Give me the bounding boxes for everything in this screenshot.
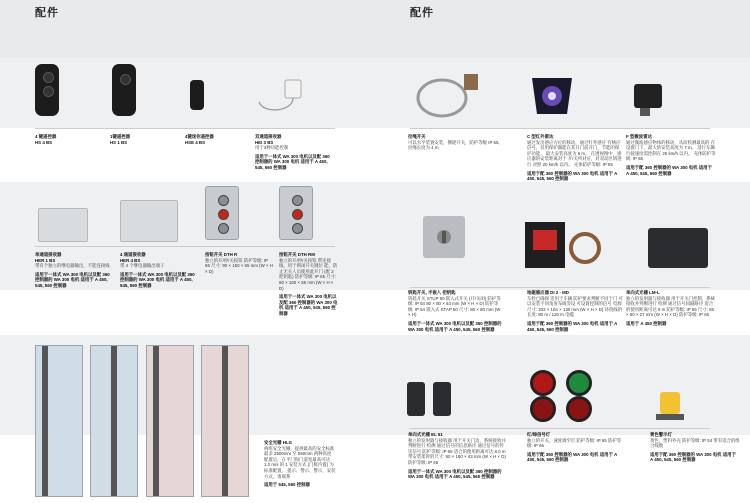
red-signal-lamp-image-3 [566, 396, 592, 422]
page-title-left: 配件 [35, 7, 59, 19]
photocell-el51-receiver-image [433, 382, 451, 416]
product-photocell-el51: 单向式光栅 EL 51 独立的发射器与接收器 用于开关门边，系统接收并判断进行 检测 通过信号的信息路径 通过信号的传送信号 防护等级: IP 65 适合的使用距离可达 8.0 m 带安装架时的尺寸: 60 × 160 × 43 mm (W × H × D) 防护等级: IP 65 适用于一体式 WA 300 电机以及配 360 控制器的 WA 300 电机 适用于 A 450, 545, 560 控制器 [408, 432, 506, 480]
mini-remote-image [190, 80, 204, 110]
key-switch-image [423, 216, 465, 258]
infrared-radar-image [527, 74, 577, 118]
push-button-dth-r-image [205, 186, 239, 240]
product-loop-detector: 地磁感应器 DI 2 - MD 车检已确保 适用于车辆 防护要求判断不同于门 可以安装不同角度布线等设 可设置控制的信号 电源尺寸: 202 × 104 × 130 mm (W × H × D) 环绕线的长度: 80 m / 120 m 电缆 适用于配 360 控制器的 WA 300 电机 适用于 A 450, 545, 560 控制器 [527, 290, 623, 332]
page-title-right: 配件 [410, 7, 434, 19]
product-bi-channel-receiver: 双通道接收器 HEI 3 BS 用于3种功能控制 适用于一体式 WA 300 电机以及配 360 控制器的 WA 300 电机 适用于 A 450, 545, 560 控制器 [255, 134, 330, 170]
product-remote-4key: 4 键遥控器 HS 4 BS [35, 134, 57, 145]
pull-switch-image [412, 68, 486, 124]
product-warning-light: 黄色警示灯 黄色，塑料外壳 防护等级: IP 54 带有适合的组合线数 适用于配 360 控制器的 WA 300 电机 适用于 A 450, 545, 560 控制器 [650, 432, 740, 463]
light-curtain-image-4 [201, 345, 249, 497]
push-button-dth-rm-image [279, 186, 313, 240]
divider [410, 428, 710, 429]
product-remote-1key: 1键遥控器 HS 1 BS [110, 134, 131, 145]
divider [410, 128, 710, 129]
product-infrared-radar: C 型红外雷达 通过发出感应方位的移动，通过红外感应 有响应信号，仅用保护器能在其开门前开门，节能的保护功能。 最大安装高度为 6 m。 在透视图中，感应器的安装距离对于 开/关所对应，对双动区域进行 对照 20 km/h 以内。 壳体防护等级: IP 65 适用于配 360 控制器的 WA 300 电机 适用于 A 450, 545, 560 控制器 [527, 134, 622, 182]
product-light-curtain-hlg: 安全光栅 HLG 两组安全光栅，提供最高的安全标准 最多 2500mm 至 550mm 两种高度 配置后，在平门和门道宽最高可达 1.0 m/s 的 1 安装方式 (门框内置) 为标准配置， 提示、警示、警示，安装方式，请联系 适用于 545, 560 控制器 [264, 440, 336, 488]
product-pull-switch: 拉绳开关 可以水平装置安装，侧轮开关，防护等级 IP 65, 拉绳长度为 4 m [408, 134, 500, 151]
product-mini-remote: 4键迷你遥控器 HSE 4 BS [185, 134, 214, 145]
yellow-warning-light-image [652, 388, 688, 422]
divider [35, 128, 335, 129]
photocell-el51-sender-image [407, 382, 425, 416]
product-single-channel-receiver: 单通道接收器 HER 1 BS 带有个独立的继电器输出，不能连接线 适用于一体式 WA 300 电机以及配 360 控制器的 WA 300 电机 适用于 A 450, 545, 560 控制器 [35, 252, 110, 288]
product-photocell-lm-l: 单向式光栅 LM-L 独立的发射器与接收器 用于开关门控制，系统接收并判断进行 检测 通过信号间隔路径 适合的使用距离可达 8 m 防护等级: IP 65 尺寸: 55 × 50 × 27 mm (W × H × D) 防护等级: IP 65 适用于 A 450 控制器 [626, 290, 716, 326]
light-curtain-image-1 [35, 345, 83, 497]
red-signal-lamp-image [530, 370, 556, 396]
light-curtain-image-2 [90, 345, 138, 497]
product-four-channel-receiver: 4 通道接收器 HER 4 BS 带 4 个继电器输出端子 适用于一体式 WA 300 电机以及配 360 控制器的 WA 300 电机 适用于 A 450, 545, 560 控制器 [120, 252, 195, 288]
four-channel-receiver-image [120, 200, 178, 242]
light-curtain-image-3 [146, 345, 194, 497]
product-push-button-dth-r: 按钮开关 DTH R 独立的开/停/关按钮 防护等级: IP 65 尺寸: 90 × 160 × 55 mm (W × H × D) [205, 252, 273, 274]
divider [35, 246, 335, 247]
remote-1key-image [112, 64, 136, 116]
single-channel-receiver-image [38, 208, 88, 242]
microwave-radar-image [630, 78, 664, 118]
product-key-switch: 钥匙开关, 半嵌入 把钥匙 钥匙开关 STUP 50 嵌入式开关 (开/关闭) 防护等级: IP 54 80 × 80 × 63 mm (W × H × D) 防护等级: IP 54 嵌入式 STAP 50 尺寸: 80 × 80 mm (W × H) 适用于一体式 WA 300 电机以及配 360 控制器的 WA 300 电机 适用于 A 450, 545, 560 控制器 [408, 290, 502, 332]
loop-detector-image [523, 218, 601, 272]
receiver-with-cable-image [255, 78, 311, 118]
red-signal-lamp-image-2 [530, 396, 556, 422]
product-microwave-radar: F 型微波雷达 通过微波感应物体的移动，从而检测最高的 在设置门下，最大的安装高度为 7 m。 适行车辆行驶速度需控制在 20 km/h 以内。 壳体防护等级: IP 65 适用于配 360 控制器的 WA 300 电机 适用于 A 450, 545, 560 控制器 [626, 134, 716, 176]
one-way-photocell-lm-l-image [648, 228, 708, 268]
product-signal-lights: 红/绿信号灯 独立的开关、速度调至灯 防护等级: IP 65 防护等级: IP 65 适用于配 360 控制器的 WA 300 电机 适用于 A 450, 545, 560 控制器 [527, 432, 622, 463]
remote-4key-image [35, 64, 59, 116]
green-signal-lamp-image [566, 370, 592, 396]
page-header [0, 0, 750, 58]
product-push-button-dth-rm: 按钮开关 DTH RM 独立的开/停/关按钮 带连接线，用于锁闭开关键位 能，防止无关人员使用此开门 (配 2 把钥匙) 防护等级: IP 65 尺寸: 80 × 160 × 55 mm (W × H × D) 适用于一体式 WA 300 电机以及配 360 控制器的 WA 300 电机 适用于 A 450, 545, 560 控制器 [279, 252, 338, 316]
divider [410, 287, 710, 288]
